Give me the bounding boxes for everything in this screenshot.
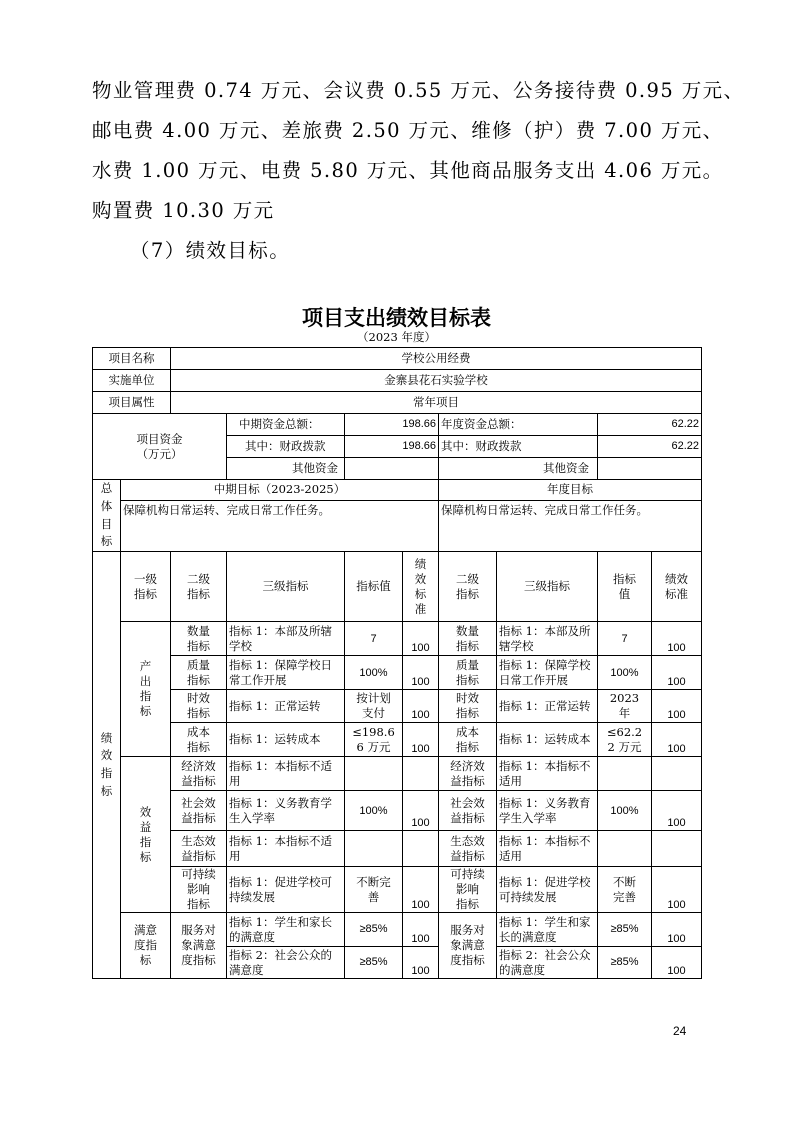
cell-line: 100% bbox=[610, 804, 639, 817]
group-label-line: 满意 bbox=[134, 923, 157, 938]
cell-line: 指标 1：运转成本 bbox=[499, 732, 591, 747]
table-row bbox=[93, 723, 702, 757]
level3-cell bbox=[227, 690, 345, 723]
table-row bbox=[93, 690, 702, 723]
cell-line: ≥85% bbox=[359, 956, 388, 969]
year-std-cell: 100 bbox=[652, 791, 702, 831]
year-value-cell bbox=[598, 622, 652, 656]
cell-line: 度指标 bbox=[181, 953, 216, 968]
header-line: 一级 bbox=[134, 571, 157, 586]
header-line: 标 bbox=[414, 586, 427, 601]
fund-label-line: 项目资金 bbox=[136, 431, 183, 446]
year-value-cell bbox=[598, 947, 652, 979]
level2-cell bbox=[171, 690, 227, 723]
table-row bbox=[93, 622, 702, 656]
table-row bbox=[93, 831, 702, 867]
cell-line: 指标 1：学生和家长 bbox=[229, 914, 332, 929]
cell-line: 指标 1：本指标不 bbox=[499, 833, 591, 848]
header-line: 二级 bbox=[187, 571, 210, 586]
year-level3-cell bbox=[497, 723, 598, 757]
std-cell bbox=[403, 831, 439, 867]
group-label-line: 标 bbox=[139, 704, 152, 719]
cell-line: 7 bbox=[370, 632, 377, 645]
table-row bbox=[93, 370, 702, 392]
performance-table bbox=[92, 347, 702, 979]
year-level2-cell bbox=[439, 723, 497, 757]
level3-cell bbox=[227, 622, 345, 656]
project-attribute: 常年项目 bbox=[171, 392, 702, 414]
std-cell: 100 bbox=[403, 947, 439, 979]
value-cell bbox=[345, 690, 403, 723]
header-line: 指标 bbox=[134, 586, 157, 601]
cell-line: 学校 bbox=[229, 638, 252, 653]
mid-goal-header: 中期目标（2023-2025） bbox=[121, 480, 439, 501]
cell-line: 指标 1：促进学校可 bbox=[229, 874, 332, 889]
year-level3-cell bbox=[497, 690, 598, 723]
year-other-label: 其他资金 bbox=[439, 458, 598, 480]
year-value-cell bbox=[598, 757, 652, 791]
level2-header bbox=[171, 552, 227, 622]
group-label-line: 效 bbox=[139, 804, 152, 819]
cell-line: 指标 2：社会公众 bbox=[499, 947, 591, 962]
header-line: 效 bbox=[414, 571, 427, 586]
year-std-cell: 100 bbox=[652, 913, 702, 947]
level2-cell bbox=[171, 867, 227, 913]
value-cell bbox=[345, 913, 403, 947]
table-row bbox=[93, 867, 702, 913]
project-name-label: 项目名称 bbox=[93, 348, 171, 370]
cell-line: 学生入学率 bbox=[499, 810, 557, 825]
level3-cell bbox=[227, 791, 345, 831]
year-total-label: 年度资金总额： bbox=[439, 414, 598, 436]
cell-line: 100% bbox=[610, 666, 639, 679]
cell-line: 指标 1：本指标不 bbox=[499, 758, 591, 773]
cell-line: 服务对 bbox=[450, 923, 485, 938]
cell-line: 度指标 bbox=[450, 953, 485, 968]
cell-line: 满意度 bbox=[229, 962, 264, 977]
year-level2-cell bbox=[439, 757, 497, 791]
level3-cell bbox=[227, 831, 345, 867]
value-cell bbox=[345, 723, 403, 757]
level2-cell bbox=[171, 791, 227, 831]
level2-cell bbox=[171, 656, 227, 690]
level3-cell bbox=[227, 757, 345, 791]
table-row bbox=[93, 348, 702, 370]
cell-line: 指标 1：本部及所 bbox=[499, 623, 591, 638]
cell-line: 用 bbox=[229, 773, 241, 788]
cell-line: 100% bbox=[359, 666, 388, 679]
value-cell bbox=[345, 656, 403, 690]
cell-line: 常工作开展 bbox=[229, 672, 287, 687]
project-name: 学校公用经费 bbox=[171, 348, 702, 370]
table-row bbox=[93, 552, 702, 622]
value-cell bbox=[345, 757, 403, 791]
cell-line: 指标 1：运转成本 bbox=[229, 732, 321, 747]
body-paragraph bbox=[92, 71, 745, 271]
year-fiscal-value: 62.22 bbox=[598, 436, 702, 458]
cell-line: 指标 bbox=[456, 739, 479, 754]
cell-line: 指标 1：义务教育学 bbox=[229, 795, 332, 810]
header-line: 指标 bbox=[187, 586, 210, 601]
cell-line: 指标 bbox=[456, 706, 479, 721]
page-number: 24 bbox=[673, 1024, 687, 1038]
mid-other-label: 其他资金 bbox=[227, 458, 345, 480]
cell-line: 经济效 bbox=[181, 758, 216, 773]
cell-line: 不断完 bbox=[356, 874, 391, 889]
group-label-line: 益 bbox=[139, 819, 152, 834]
table-row bbox=[93, 656, 702, 690]
cell-line: 成本 bbox=[456, 724, 479, 739]
year-value-header bbox=[598, 552, 652, 622]
year-std-cell: 100 bbox=[652, 867, 702, 913]
group-label-line: 度指 bbox=[134, 938, 157, 953]
cell-line: 适用 bbox=[499, 773, 522, 788]
table-row bbox=[93, 480, 702, 501]
year-std-cell: 100 bbox=[652, 622, 702, 656]
fund-label-line: （万元） bbox=[136, 446, 183, 461]
cell-line: ≥85% bbox=[359, 923, 388, 936]
cell-line: 善 bbox=[367, 889, 380, 904]
group-label-line: 标 bbox=[139, 849, 152, 864]
year-level3-cell bbox=[497, 913, 598, 947]
level3-cell bbox=[227, 947, 345, 979]
cell-line: 支付 bbox=[362, 706, 385, 721]
cell-line: 时效 bbox=[187, 691, 210, 706]
unit-label: 实施单位 bbox=[93, 370, 171, 392]
goal-label-char: 体 bbox=[100, 498, 113, 513]
paragraph-line: 邮电费 4.00 万元、差旅费 2.50 万元、维修（护）费 7.00 万元、 bbox=[92, 119, 724, 142]
cell-line: 长的满意度 bbox=[499, 929, 557, 944]
year-goal-header: 年度目标 bbox=[439, 480, 702, 501]
year-value-cell bbox=[598, 656, 652, 690]
level2-cell bbox=[171, 622, 227, 656]
std-cell: 100 bbox=[403, 656, 439, 690]
cell-line: 日常工作开展 bbox=[499, 672, 568, 687]
header-line: 指标 bbox=[456, 586, 479, 601]
header-line: 绩 bbox=[414, 556, 427, 571]
year-level3-cell bbox=[497, 656, 598, 690]
mid-other-value bbox=[345, 458, 439, 480]
std-cell bbox=[403, 757, 439, 791]
year-value-cell bbox=[598, 791, 652, 831]
cell-line: 益指标 bbox=[450, 773, 485, 788]
cell-line: 指标 1：正常运转 bbox=[229, 698, 321, 713]
year-level2-cell bbox=[439, 913, 497, 979]
year-level3-cell bbox=[497, 831, 598, 867]
year-value-cell bbox=[598, 723, 652, 757]
header-line: 绩效 bbox=[665, 571, 688, 586]
cell-line: 可持续 bbox=[181, 867, 216, 882]
cell-line: 指标 1：促进学校 bbox=[499, 874, 591, 889]
year-level2-cell bbox=[439, 622, 497, 656]
cell-line: 持续发展 bbox=[229, 889, 275, 904]
cell-line: ≥85% bbox=[610, 956, 639, 969]
level3-header: 三级指标 bbox=[227, 552, 345, 622]
year-level3-header: 三级指标 bbox=[497, 552, 598, 622]
cell-line: 指标 bbox=[187, 897, 210, 912]
cell-line: 生态效 bbox=[181, 833, 216, 848]
cell-line: 指标 1：保障学校日 bbox=[229, 657, 332, 672]
cell-line: 指标 bbox=[187, 706, 210, 721]
cell-line: 不断 bbox=[613, 874, 636, 889]
table-row bbox=[93, 500, 702, 552]
cell-line: 按计划 bbox=[356, 691, 391, 706]
cell-line: 时效 bbox=[456, 691, 479, 706]
cell-line: 数量 bbox=[456, 623, 479, 638]
mid-fiscal-value: 198.66 bbox=[345, 436, 439, 458]
cell-line: 数量 bbox=[187, 623, 210, 638]
year-level2-cell bbox=[439, 791, 497, 831]
implementing-unit: 金寨县花石实验学校 bbox=[171, 370, 702, 392]
table-row bbox=[93, 414, 702, 436]
attr-label: 项目属性 bbox=[93, 392, 171, 414]
mid-total-label: 中期资金总额： bbox=[227, 414, 345, 436]
cell-line: 6 万元 bbox=[356, 739, 391, 754]
cell-line: 指标 bbox=[187, 638, 210, 653]
cell-line: 适用 bbox=[499, 848, 522, 863]
cell-line: 指标 1：保障学校 bbox=[499, 657, 591, 672]
perf-label-char: 效 bbox=[100, 748, 113, 763]
cell-line: 指标 2：社会公众的 bbox=[229, 947, 332, 962]
cell-line: 指标 1：正常运转 bbox=[499, 698, 591, 713]
std-cell: 100 bbox=[403, 913, 439, 947]
overall-goal-label bbox=[93, 480, 121, 552]
year-total-value: 62.22 bbox=[598, 414, 702, 436]
year-value-cell bbox=[598, 690, 652, 723]
year-value-cell bbox=[598, 867, 652, 913]
year-level3-cell bbox=[497, 791, 598, 831]
cell-line: 益指标 bbox=[181, 848, 216, 863]
cell-line: 指标 1：本部及所辖 bbox=[229, 623, 332, 638]
year-level2-cell bbox=[439, 690, 497, 723]
std-cell: 100 bbox=[403, 723, 439, 757]
cell-line: 生入学率 bbox=[229, 810, 275, 825]
year-fiscal-label: 其中：财政拨款 bbox=[439, 436, 598, 458]
cell-line: 生态效 bbox=[450, 833, 485, 848]
cell-line: 可持续 bbox=[450, 867, 485, 882]
header-line: 值 bbox=[618, 586, 631, 601]
std-cell: 100 bbox=[403, 690, 439, 723]
year-std-cell: 100 bbox=[652, 723, 702, 757]
goal-label-char: 目 bbox=[100, 516, 113, 531]
cell-line: 益指标 bbox=[450, 848, 485, 863]
level3-cell bbox=[227, 656, 345, 690]
value-cell bbox=[345, 622, 403, 656]
indicator-group-benefit bbox=[121, 757, 171, 913]
cell-line: 辖学校 bbox=[499, 638, 534, 653]
cell-line: ≤62.2 bbox=[606, 724, 643, 739]
cell-line: 影响 bbox=[187, 882, 210, 897]
cell-line: 质量 bbox=[456, 657, 479, 672]
level3-cell bbox=[227, 913, 345, 947]
year-std-cell bbox=[652, 831, 702, 867]
cell-line: 的满意度 bbox=[229, 929, 275, 944]
cell-line: 质量 bbox=[187, 657, 210, 672]
header-line: 标准 bbox=[665, 586, 688, 601]
cell-line: 指标 1：学生和家 bbox=[499, 914, 591, 929]
std-cell: 100 bbox=[403, 791, 439, 831]
cell-line: 指标 1：义务教育 bbox=[499, 795, 591, 810]
cell-line: 益指标 bbox=[181, 810, 216, 825]
year-value-cell bbox=[598, 831, 652, 867]
cell-line: 用 bbox=[229, 848, 241, 863]
std-header bbox=[403, 552, 439, 622]
year-level2-cell bbox=[439, 656, 497, 690]
cell-line: 的满意度 bbox=[499, 962, 545, 977]
goal-label-char: 总 bbox=[100, 481, 113, 495]
header-line: 准 bbox=[414, 601, 427, 616]
year-std-cell: 100 bbox=[652, 656, 702, 690]
cell-line: 社会效 bbox=[181, 795, 216, 810]
mid-fiscal-label: 其中：财政拨款 bbox=[227, 436, 345, 458]
year-level3-cell bbox=[497, 947, 598, 979]
std-cell: 100 bbox=[403, 622, 439, 656]
mid-total-value: 198.66 bbox=[345, 414, 439, 436]
cell-line: ≤198.6 bbox=[352, 724, 395, 739]
perf-indicator-label bbox=[93, 552, 121, 979]
table-row bbox=[93, 757, 702, 791]
paragraph-line: 物业管理费 0.74 万元、会议费 0.55 万元、公务接待费 0.95 万元、 bbox=[92, 79, 745, 102]
year-std-header bbox=[652, 552, 702, 622]
cell-line: 指标 1：本指标不适 bbox=[229, 833, 332, 848]
perf-label-char: 标 bbox=[100, 783, 113, 798]
paragraph-line: 水费 1.00 万元、电费 5.80 万元、其他商品服务支出 4.06 万元。 bbox=[92, 159, 724, 182]
year-level3-cell bbox=[497, 757, 598, 791]
group-label-line: 标 bbox=[139, 953, 152, 968]
year-std-cell bbox=[652, 757, 702, 791]
level2-cell bbox=[171, 757, 227, 791]
level2-cell bbox=[171, 913, 227, 979]
cell-line: 象满意 bbox=[181, 938, 216, 953]
indicator-group-satisfaction bbox=[121, 913, 171, 979]
cell-line: 完善 bbox=[613, 889, 636, 904]
perf-label-char: 指 bbox=[100, 766, 113, 781]
mid-goal-text: 保障机构日常运转、完成日常工作任务。 bbox=[121, 500, 439, 552]
cell-line: 2023 bbox=[609, 691, 640, 706]
cell-line: 社会效 bbox=[450, 795, 485, 810]
indicator-group-output bbox=[121, 622, 171, 757]
year-level3-cell bbox=[497, 622, 598, 656]
year-std-cell: 100 bbox=[652, 947, 702, 979]
cell-line: 指标 bbox=[456, 897, 479, 912]
table-title: 项目支出绩效目标表 bbox=[302, 306, 491, 330]
cell-line: 7 bbox=[621, 632, 628, 645]
cell-line: 指标 bbox=[456, 638, 479, 653]
std-cell: 100 bbox=[403, 867, 439, 913]
value-cell bbox=[345, 791, 403, 831]
cell-line: 100% bbox=[359, 804, 388, 817]
cell-line: 指标 bbox=[187, 739, 210, 754]
goal-label-char: 标 bbox=[100, 534, 113, 549]
year-other-value bbox=[598, 458, 702, 480]
table-row bbox=[93, 913, 702, 947]
level2-cell bbox=[171, 723, 227, 757]
cell-line: 指标 1：本指标不适 bbox=[229, 758, 332, 773]
year-level2-cell bbox=[439, 867, 497, 913]
cell-line: 益指标 bbox=[450, 810, 485, 825]
year-level2-cell bbox=[439, 831, 497, 867]
level1-header bbox=[121, 552, 171, 622]
perf-label-char: 绩 bbox=[100, 730, 113, 745]
year-level3-cell bbox=[497, 867, 598, 913]
value-cell bbox=[345, 867, 403, 913]
group-label-line: 指 bbox=[139, 834, 152, 849]
header-line: 指标 bbox=[613, 571, 636, 586]
level3-cell bbox=[227, 867, 345, 913]
fund-label bbox=[93, 414, 227, 480]
year-std-cell: 100 bbox=[652, 690, 702, 723]
group-label-line: 出 bbox=[139, 674, 152, 689]
table-row bbox=[93, 791, 702, 831]
cell-line: 服务对 bbox=[181, 923, 216, 938]
year-level2-header bbox=[439, 552, 497, 622]
value-cell bbox=[345, 831, 403, 867]
level2-cell bbox=[171, 831, 227, 867]
year-goal-text: 保障机构日常运转、完成日常工作任务。 bbox=[439, 500, 702, 552]
cell-line: 年 bbox=[618, 706, 631, 721]
level3-cell bbox=[227, 723, 345, 757]
table-row bbox=[93, 392, 702, 414]
group-label-line: 指 bbox=[139, 689, 152, 704]
value-cell bbox=[345, 947, 403, 979]
cell-line: 指标 bbox=[456, 672, 479, 687]
cell-line: 指标 bbox=[187, 672, 210, 687]
cell-line: 可持续发展 bbox=[499, 889, 557, 904]
value-header: 指标值 bbox=[345, 552, 403, 622]
paragraph-line: 购置费 10.30 万元 bbox=[92, 199, 275, 222]
cell-line: 成本 bbox=[187, 724, 210, 739]
cell-line: 2 万元 bbox=[607, 739, 642, 754]
year-value-cell bbox=[598, 913, 652, 947]
section-heading: （7）绩效目标。 bbox=[130, 239, 291, 262]
cell-line: ≥85% bbox=[610, 923, 639, 936]
cell-line: 益指标 bbox=[181, 773, 216, 788]
header-line: 二级 bbox=[456, 571, 479, 586]
cell-line: 象满意 bbox=[450, 938, 485, 953]
cell-line: 经济效 bbox=[450, 758, 485, 773]
group-label-line: 产 bbox=[139, 659, 152, 674]
cell-line: 影响 bbox=[456, 882, 479, 897]
table-subtitle: （2023 年度） bbox=[357, 330, 436, 344]
